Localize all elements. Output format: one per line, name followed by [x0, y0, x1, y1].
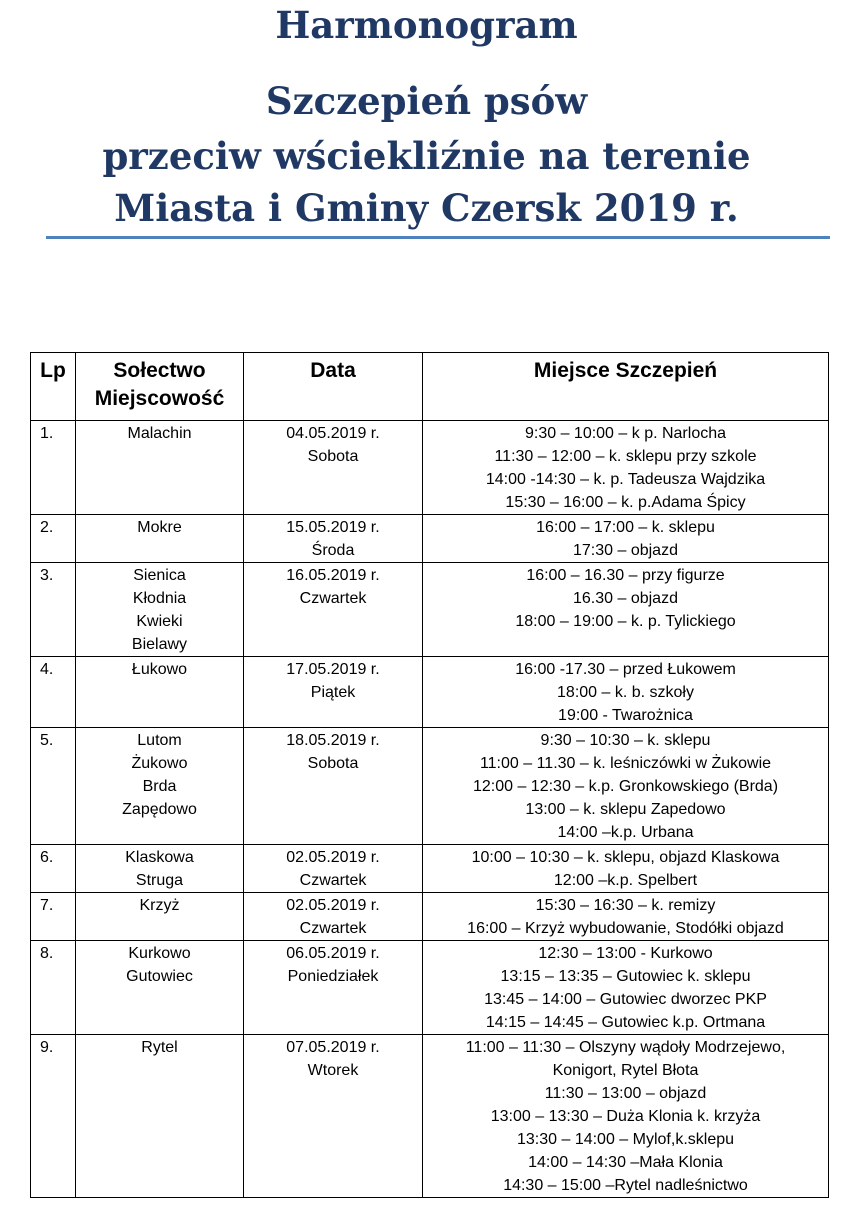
- place-name: Gutowiec: [126, 968, 193, 985]
- place-name: Sienica: [133, 567, 186, 584]
- header-miejsce: Miejsce Szczepień: [423, 353, 829, 421]
- cell-solectwo: [76, 515, 244, 563]
- location-entry: 13:45 – 14:00 – Gutowiec dworzec PKP: [484, 991, 767, 1008]
- place-name: Klaskowa: [125, 849, 194, 866]
- cell-data: [244, 1035, 423, 1198]
- cell-lp: 1.: [31, 421, 76, 515]
- weekday: Wtorek: [307, 1062, 359, 1079]
- weekday: Piątek: [310, 684, 356, 701]
- location-entry: 10:00 – 10:30 – k. sklepu, objazd Klaskowa: [471, 849, 780, 866]
- location-entry: 16.30 – objazd: [573, 590, 678, 607]
- cell-lp: 4.: [31, 657, 76, 728]
- cell-miejsce: [423, 515, 829, 563]
- cell-solectwo: [76, 845, 244, 893]
- location-entry: 13:30 – 14:00 – Mylof,k.sklepu: [516, 1131, 735, 1148]
- cell-lp: 9.: [31, 1035, 76, 1198]
- vaccination-schedule-table: [30, 352, 829, 1198]
- weekday: Sobota: [307, 755, 359, 772]
- location-entry: 11:00 – 11:30 – Olszyny wądoły Modrzejewo,: [465, 1039, 786, 1056]
- location-entry: 11:00 – 11.30 – k. leśniczówki w Żukowie: [479, 755, 772, 772]
- cell-lp: 5.: [31, 728, 76, 845]
- cell-data: [244, 421, 423, 515]
- header-solectwo: [76, 353, 244, 421]
- place-name: Kwieki: [136, 613, 183, 630]
- title-underline: [46, 236, 830, 239]
- cell-miejsce: [423, 728, 829, 845]
- date-value: 17.05.2019 r.: [286, 661, 380, 678]
- subtitle-line-3: Miasta i Gminy Czersk 2019 r.: [114, 186, 739, 230]
- location-entry: 9:30 – 10:00 – k p. Narlocha: [524, 425, 727, 442]
- table-row: [31, 893, 829, 941]
- cell-lp: 2.: [31, 515, 76, 563]
- place-name: Rytel: [141, 1039, 178, 1056]
- cell-data: [244, 845, 423, 893]
- date-value: 06.05.2019 r.: [286, 945, 380, 962]
- cell-data: [244, 893, 423, 941]
- location-entry: 18:00 – k. b. szkoły: [557, 684, 694, 701]
- location-entry: 18:00 – 19:00 – k. p. Tylickiego: [515, 613, 736, 630]
- location-entry: 15:30 – 16:30 – k. remizy: [535, 897, 716, 914]
- location-entry: 13:00 – k. sklepu Zapedowo: [525, 801, 726, 818]
- cell-lp: 6.: [31, 845, 76, 893]
- cell-data: [244, 563, 423, 657]
- cell-data: [244, 657, 423, 728]
- cell-miejsce: [423, 1035, 829, 1198]
- location-entry: 14:15 – 14:45 – Gutowiec k.p. Ortmana: [485, 1014, 766, 1031]
- cell-solectwo: [76, 1035, 244, 1198]
- location-entry: 12:00 – 12:30 – k.p. Gronkowskiego (Brda): [472, 778, 779, 795]
- table-row: [31, 421, 829, 515]
- location-entry: 13:15 – 13:35 – Gutowiec k. sklepu: [500, 968, 751, 985]
- cell-miejsce: [423, 845, 829, 893]
- date-value: 16.05.2019 r.: [286, 567, 380, 584]
- location-entry: 11:30 – 12:00 – k. sklepu przy szkole: [494, 448, 757, 465]
- date-value: 02.05.2019 r.: [286, 849, 380, 866]
- place-name: Lutom: [137, 732, 182, 749]
- location-entry: 16:00 – Krzyż wybudowanie, Stodółki objazd: [467, 920, 784, 937]
- table-row: [31, 728, 829, 845]
- cell-data: [244, 515, 423, 563]
- cell-miejsce: [423, 563, 829, 657]
- place-name: Brda: [142, 778, 177, 795]
- location-entry: 13:00 – 13:30 – Duża Klonia k. krzyża: [490, 1108, 761, 1125]
- header-solectwo-line1: Sołectwo: [113, 359, 206, 382]
- location-entry: 14:00 -14:30 – k. p. Tadeusza Wajdzika: [485, 471, 766, 488]
- cell-lp: 7.: [31, 893, 76, 941]
- cell-solectwo: [76, 563, 244, 657]
- location-entry: 16:00 – 17:00 – k. sklepu: [536, 519, 715, 536]
- location-entry: 19:00 - Twarożnica: [558, 707, 693, 724]
- header-lp: Lp: [31, 353, 76, 421]
- cell-solectwo: [76, 728, 244, 845]
- cell-miejsce: [423, 941, 829, 1035]
- location-entry: 14:00 – 14:30 –Mała Klonia: [528, 1154, 723, 1171]
- weekday: Czwartek: [299, 590, 367, 607]
- table-row: [31, 515, 829, 563]
- date-value: 07.05.2019 r.: [286, 1039, 380, 1056]
- table-header-row: [31, 353, 829, 421]
- header-solectwo-line2: Miejscowość: [94, 387, 225, 410]
- location-entry: Konigort, Rytel Błota: [552, 1062, 699, 1079]
- cell-data: [244, 728, 423, 845]
- place-name: Krzyż: [139, 897, 180, 914]
- date-value: 04.05.2019 r.: [286, 425, 380, 442]
- location-entry: 9:30 – 10:30 – k. sklepu: [540, 732, 711, 749]
- header-data: Data: [244, 353, 423, 421]
- cell-solectwo: [76, 657, 244, 728]
- table-body: [31, 421, 829, 1198]
- table-row: [31, 563, 829, 657]
- table-row: [31, 657, 829, 728]
- table-row: [31, 845, 829, 893]
- cell-data: [244, 941, 423, 1035]
- cell-solectwo: [76, 421, 244, 515]
- place-name: Kurkowo: [128, 945, 191, 962]
- date-value: 02.05.2019 r.: [286, 897, 380, 914]
- location-entry: 17:30 – objazd: [573, 542, 678, 559]
- table-row: [31, 941, 829, 1035]
- location-entry: 16:00 – 16.30 – przy figurze: [526, 567, 725, 584]
- document-title: Harmonogram: [275, 3, 578, 47]
- subtitle-line-1: Szczepień psów: [265, 79, 588, 123]
- location-entry: 14:00 –k.p. Urbana: [557, 824, 694, 841]
- subtitle-line-2: przeciw wściekliźnie na terenie: [102, 134, 751, 178]
- date-value: 15.05.2019 r.: [286, 519, 380, 536]
- weekday: Środa: [311, 542, 355, 559]
- location-entry: 16:00 -17.30 – przed Łukowem: [515, 661, 736, 678]
- location-entry: 14:30 – 15:00 –Rytel nadleśnictwo: [503, 1177, 748, 1194]
- cell-miejsce: [423, 657, 829, 728]
- location-entry: 11:30 – 13:00 – objazd: [544, 1085, 707, 1102]
- place-name: Kłodnia: [132, 590, 187, 607]
- place-name: Bielawy: [131, 636, 188, 653]
- weekday: Poniedziałek: [287, 968, 379, 985]
- place-name: Żukowo: [131, 755, 188, 772]
- place-name: Struga: [135, 872, 184, 889]
- location-entry: 15:30 – 16:00 – k. p.Adama Śpicy: [505, 494, 746, 511]
- cell-lp: 8.: [31, 941, 76, 1035]
- cell-miejsce: [423, 421, 829, 515]
- weekday: Sobota: [307, 448, 359, 465]
- cell-solectwo: [76, 893, 244, 941]
- cell-solectwo: [76, 941, 244, 1035]
- weekday: Czwartek: [299, 872, 367, 889]
- weekday: Czwartek: [299, 920, 367, 937]
- place-name: Mokre: [137, 519, 182, 536]
- place-name: Malachin: [127, 425, 192, 442]
- cell-lp: 3.: [31, 563, 76, 657]
- date-value: 18.05.2019 r.: [286, 732, 380, 749]
- place-name: Zapędowo: [122, 801, 197, 818]
- cell-miejsce: [423, 893, 829, 941]
- location-entry: 12:00 –k.p. Spelbert: [553, 872, 698, 889]
- place-name: Łukowo: [131, 661, 188, 678]
- table-row: [31, 1035, 829, 1198]
- location-entry: 12:30 – 13:00 - Kurkowo: [538, 945, 713, 962]
